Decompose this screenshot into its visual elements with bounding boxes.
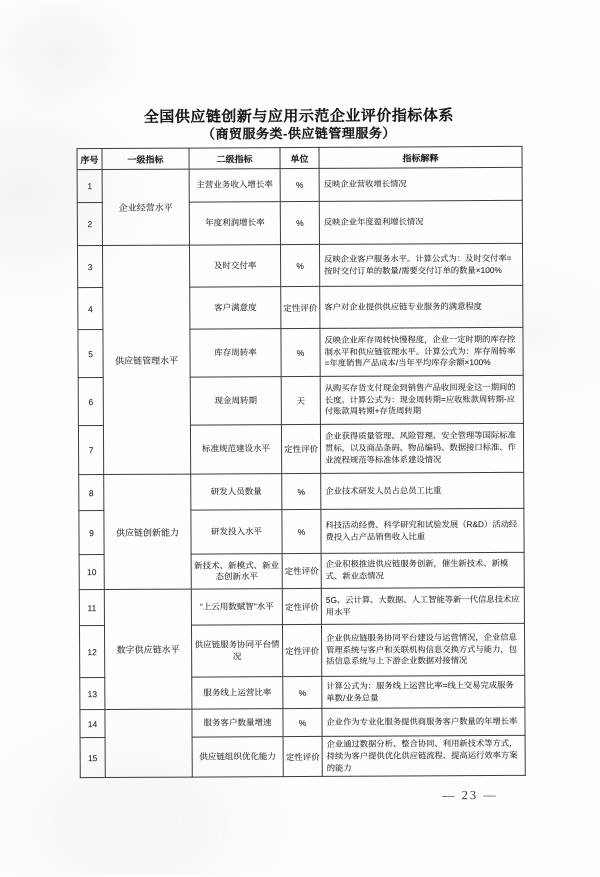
cell-indicator: 研发投入水平: [191, 510, 282, 554]
cell-no: 3: [77, 246, 102, 288]
cell-unit: 天: [281, 376, 320, 424]
cell-no: 1: [77, 170, 102, 203]
cell-group-business-level: 企业经营水平: [102, 169, 189, 245]
cell-explanation: 企业获得质量管理、风险管理、安全管理等国际标准贯标，以及商品条码、物品编码、数据接口标准、作业流程规范等标准体系建设情况: [320, 423, 523, 473]
cell-group-blank: [105, 709, 192, 778]
cell-unit: 定性评价: [281, 424, 320, 473]
table-row: [77, 167, 522, 202]
cell-indicator: 客户满意度: [190, 287, 281, 329]
cell-unit: %: [283, 708, 322, 736]
cell-explanation: 企业供应链服务协同平台建设与运营情况，企业信息管理系统与客户和关联机构信息交换方式与能力，包括信息系统与上下游企业数据对接情况: [321, 623, 524, 676]
cell-unit: 定性评价: [282, 624, 321, 676]
cell-no: 5: [78, 330, 103, 378]
cell-explanation: 企业技术研发人员占总员工比重: [321, 472, 524, 509]
cell-unit: %: [280, 201, 319, 244]
cell-indicator: 服务客户数量增速: [192, 709, 283, 737]
cell-indicator: 供应链服务协同平台情况: [191, 625, 282, 677]
table-row: [80, 707, 525, 737]
cell-unit: 定性评价: [282, 588, 321, 624]
cell-indicator: 及时交付率: [189, 245, 280, 287]
cell-explanation: 科技活动经费、科学研究和试验发展（R&D）活动经费投入占产品销售收入比重: [321, 508, 524, 553]
table-header-row: [77, 146, 522, 169]
cell-explanation: 计算公式为：服务线上运营比率=线上交易完成服务单数/业务总量: [322, 675, 525, 708]
cell-unit: %: [283, 676, 322, 708]
cell-no: 11: [79, 590, 104, 626]
cell-no: 10: [79, 555, 104, 590]
col-header-no: 序号: [77, 149, 102, 170]
cell-no: 8: [79, 475, 104, 511]
col-header-explanation: 指标解释: [319, 146, 522, 168]
cell-no: 14: [80, 710, 105, 738]
cell-indicator: 研发人员数量: [191, 474, 282, 510]
table-row: [79, 587, 524, 625]
cell-indicator: 新技术、新模式、新业态创新水平: [191, 554, 282, 589]
cell-no: 7: [78, 426, 103, 475]
document-subtitle: （商贸服务类-供应链管理服务）: [201, 125, 396, 142]
cell-unit: %: [280, 244, 319, 286]
cell-explanation: 企业积极推进供应链服务创新，催生新技术、新模式、新业态情况: [321, 552, 524, 588]
cell-no: 12: [79, 626, 104, 678]
cell-no: 13: [80, 678, 105, 710]
table-row: [77, 243, 522, 287]
cell-no: 6: [78, 378, 103, 426]
cell-group-digital-scm-level: 数字供应链水平: [104, 589, 192, 709]
cell-no: 15: [80, 738, 105, 778]
cell-indicator: 年度利润增长率: [189, 202, 280, 245]
cell-group-scm-level: 供应链管理水平: [102, 245, 190, 474]
page-number: — 23 —: [441, 787, 498, 803]
cell-group-innovation-capability: 供应链创新能力: [104, 474, 192, 589]
cell-indicator: 主营业务收入增长率: [189, 169, 280, 202]
cell-explanation: 从购买存货支付现金到销售产品收回现金这一期间的长度。计算公式为：现金周转期=应收账款周转期-应付账款周转期+存货周转期: [320, 375, 523, 424]
cell-no: 9: [79, 511, 104, 555]
cell-no: 2: [77, 203, 102, 246]
indicator-table: [76, 146, 525, 779]
cell-explanation: 反映企业营收增长情况: [319, 167, 522, 201]
cell-indicator: 服务线上运营比率: [192, 677, 283, 709]
document-title: 全国供应链创新与应用示范企业评价指标体系: [143, 107, 454, 126]
cell-indicator: 库存周转率: [190, 329, 281, 377]
cell-unit: 定性评价: [281, 286, 320, 328]
col-header-unit: 单位: [280, 147, 319, 168]
cell-explanation: 企业通过数据分析、整合协同、利用新技术等方式，持续为客户提供优化供应链流程、提高运行效率方案的能力: [322, 735, 525, 776]
table-row: [79, 472, 524, 510]
cell-unit: 定性评价: [283, 736, 322, 777]
cell-indicator: “上云用数赋智”水平: [191, 589, 282, 625]
cell-explanation: 反映企业库存周转快慢程度，企业一定时期的库存控制水平和供应链管理水平。计算公式为：库存周转率=年度销售产品成本/当年平均库存余额×100%: [320, 327, 523, 376]
cell-explanation: 客户对企业提供供应链专业服务的满意程度: [320, 285, 523, 328]
cell-explanation: 5G、云计算、大数据、人工智能等新一代信息技术应用水平: [321, 587, 524, 624]
cell-unit: %: [280, 168, 319, 201]
cell-explanation: 企业作为专业化服务提供商服务客户数量的年增长率: [322, 707, 525, 736]
cell-unit: 定性评价: [282, 553, 321, 588]
cell-explanation: 反映企业客户服务水平。计算公式为：及时交付率=按时交付订单的数量/需要交付订单的数量×100%: [319, 243, 522, 286]
cell-unit: %: [281, 328, 320, 376]
cell-explanation: 反映企业年度盈利增长情况: [319, 200, 522, 244]
col-header-level2: 二级指标: [189, 148, 280, 169]
col-header-level1: 一级指标: [102, 148, 189, 169]
cell-unit: %: [282, 473, 321, 509]
cell-indicator: 现金周转期: [190, 377, 281, 425]
cell-indicator: 标准规范建设水平: [190, 425, 281, 474]
cell-no: 4: [78, 288, 103, 330]
cell-unit: %: [282, 509, 321, 553]
cell-indicator: 供应链组织优化能力: [192, 737, 283, 778]
